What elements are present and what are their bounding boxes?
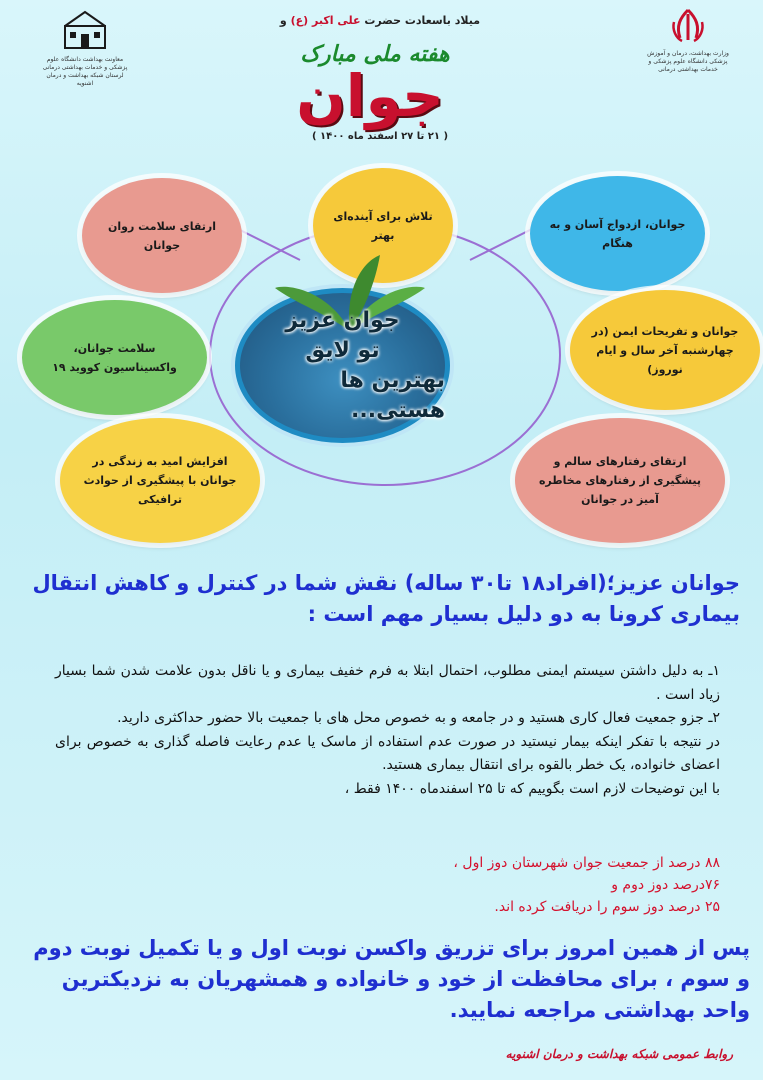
week-dates: ( ۲۱ تا ۲۷ اسفند ماه ۱۴۰۰ ) (311, 131, 449, 142)
center-line-3: بهترین ها هستی... (340, 367, 445, 423)
theme-mental-health: ارتقای سلامت روان جوانان (82, 178, 242, 293)
ministry-logo (643, 8, 733, 78)
occasion-highlight: علی اکبر (ع) (290, 14, 361, 27)
iran-emblem-icon (668, 8, 708, 44)
stat-dose-1: ۸۸ درصد از جمعیت جوان شهرستان دوز اول ، (453, 855, 720, 871)
footer-credit: روابط عمومی شبکه بهداشت و درمان اشنویه (505, 1047, 733, 1061)
center-line-2: تو لایق (305, 337, 380, 363)
stat-dose-2: ۷۶درصد دوز دوم و (611, 877, 720, 893)
body-text (55, 660, 720, 801)
week-title: هفته ملی مبارک (300, 42, 450, 67)
vaccination-stats (250, 852, 720, 918)
stats-intro: با این توضیحات لازم است بگوییم که تا ۲۵ اسفندماه ۱۴۰۰ فقط ، (344, 780, 720, 797)
reason-2: ۲ـ جزو جمعیت فعال کاری هستید و در جامعه و به خصوص محل های با جمعیت بالا حضور حداکثری دارید. (117, 710, 720, 726)
reason-1: ۱ـ به دلیل داشتن سیستم ایمنی مطلوب، احتمال ابتلا به فرم خفیف بیماری و یا ناقل بدون علامت شدن شما بسیار زیاد است . (55, 663, 720, 703)
call-to-action: پس از همین امروز برای تزریق واکسن نوبت اول و یا تکمیل نوبت دوم و سوم ، برای محافظت از خود و خانواده و همشهریان به نزدیکترین واحد بهداشتی مراجعه نمایید. (33, 936, 750, 1022)
theme-better-future: تلاش برای آینده‌ای بهتر (313, 168, 453, 283)
conclusion: در نتیجه با تفکر اینکه بیمار نیستید در صورت عدم استفاده از ماسک یا عدم رعایت فاصله گذاری به خصوص برای اعضای خانواده، یک خطر بالقوه برای انتقال بیماری هستید. (55, 733, 720, 773)
theme-safe-recreation: جوانان و تفریحات ایمن (در چهارشنبه آخر سال و ایام نوروز) (570, 290, 760, 410)
university-logo (40, 8, 130, 87)
center-globe (235, 288, 450, 443)
theme-healthy-behaviors: ارتقای رفتارهای سالم و پیشگیری از رفتارهای مخاطره آمیز در جوانان (515, 418, 725, 543)
building-icon (60, 8, 110, 50)
occasion-suffix: و (279, 14, 287, 27)
theme-traffic-safety: افزایش امید به زندگی در جوانان با پیشگیری از حوادث ترافیکی (60, 418, 260, 543)
occasion-line (230, 14, 530, 27)
youth-title: جوان (296, 62, 444, 130)
stat-dose-3: ۲۵ درصد دوز سوم را دریافت کرده اند. (494, 899, 720, 915)
center-line-1: جوان عزیز (285, 307, 400, 333)
theme-covid-vaccination: سلامت جوانان، واکسیناسیون کووید ۱۹ (22, 300, 207, 415)
intro-heading: جوانان عزیز؛(افراد۱۸ تا۳۰ ساله) نقش شما در کنترل و کاهش انتقال بیماری کرونا به دو دلیل بسیار مهم است : (32, 571, 740, 626)
university-logo-caption: معاونت بهداشت دانشگاه علوم پزشکی و خدمات بهداشتی درمانی لرستان شبکه بهداشت و درمان اشنویه (42, 56, 128, 87)
themes-diagram (0, 150, 763, 550)
ministry-logo-caption: وزارت بهداشت، درمان و آموزش پزشکی دانشگاه علوم پزشکی و خدمات بهداشتی درمانی (647, 50, 729, 73)
occasion-prefix: میلاد باسعادت حضرت (364, 14, 481, 27)
theme-marriage: جوانان، ازدواج آسان و به هنگام (530, 176, 705, 291)
